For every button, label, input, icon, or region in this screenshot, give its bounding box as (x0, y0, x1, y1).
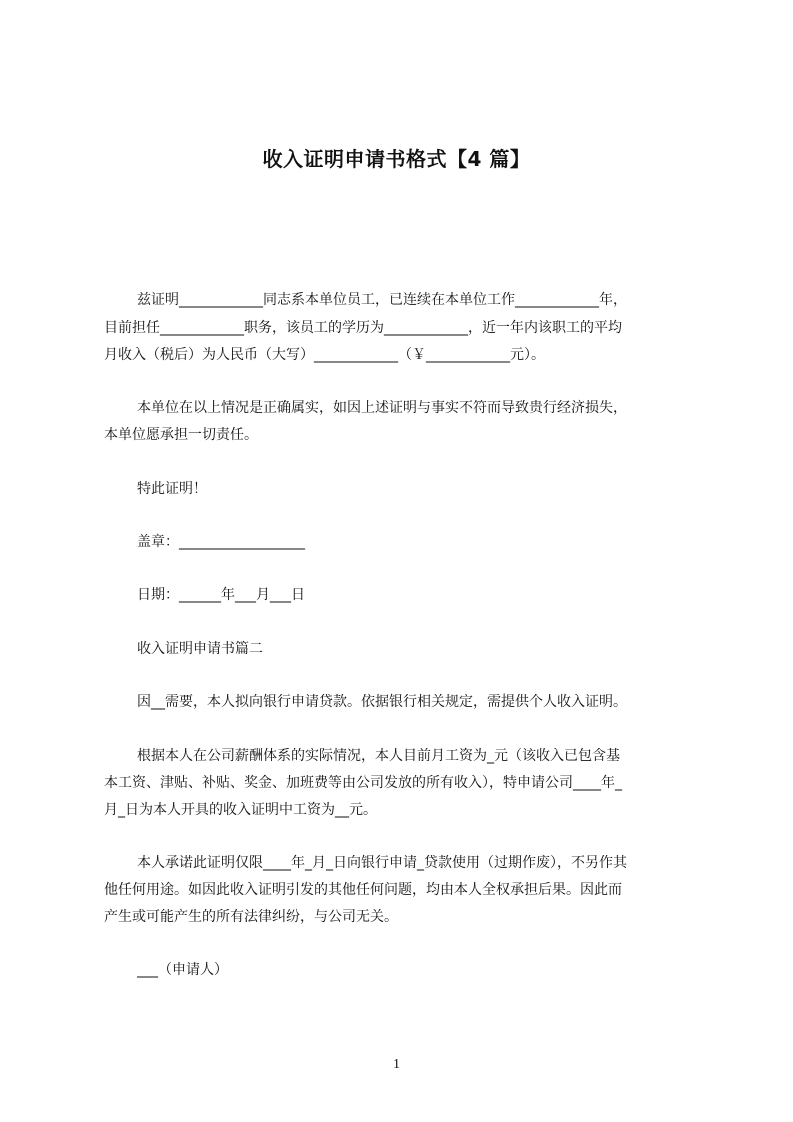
paragraph-4-line-2: 本工资、津贴、补贴、奖金、加班费等由公司发放的所有收入），特申请公司____年_ (104, 775, 622, 791)
paragraph-4-line-3: 月_日为本人开具的收入证明中工资为__元。 (104, 802, 377, 818)
seal-line: 盖章：__________________ (137, 534, 305, 550)
applicant-line: ___（申请人） (137, 962, 228, 978)
paragraph-5-line-1: 本人承诺此证明仅限____年_月_日向银行申请_贷款使用（过期作废），不另作其 (137, 855, 627, 871)
paragraph-1-line-3: 月收入（税后）为人民币（大写）____________（￥____________元）。 (104, 347, 545, 363)
paragraph-3-line-1: 因__需要，本人拟向银行申请贷款。依据银行相关规定，需提供个人收入证明。 (137, 694, 627, 710)
paragraph-1-line-2: 目前担任____________职务，该员工的学历为____________，近一年内该职工的平均 (104, 320, 622, 336)
paragraph-5-line-3: 产生或可能产生的所有法律纠纷，与公司无关。 (104, 909, 398, 925)
section-heading: 收入证明申请书篇二 (137, 641, 263, 657)
page-number: 1 (393, 1057, 400, 1072)
paragraph-5-line-2: 他任何用途。如因此收入证明引发的其他任何问题，均由本人全权承担后果。因此而 (104, 882, 622, 898)
paragraph-2-line-1: 本单位在以上情况是正确属实，如因上述证明与事实不符而导致贵行经济损失， (137, 400, 627, 416)
declaration-text: 特此证明！ (137, 481, 207, 497)
paragraph-2-line-2: 本单位愿承担一切责任。 (104, 427, 258, 443)
date-line: 日期：______年___月___日 (137, 587, 305, 603)
paragraph-4-line-1: 根据本人在公司薪酬体系的实际情况，本人目前月工资为_元（该收入已包含基 (137, 748, 620, 764)
document-title: 收入证明申请书格式【4 篇】 (262, 147, 531, 171)
paragraph-1-line-1: 兹证明____________同志系本单位员工，已连续在本单位工作____________年， (137, 292, 627, 308)
